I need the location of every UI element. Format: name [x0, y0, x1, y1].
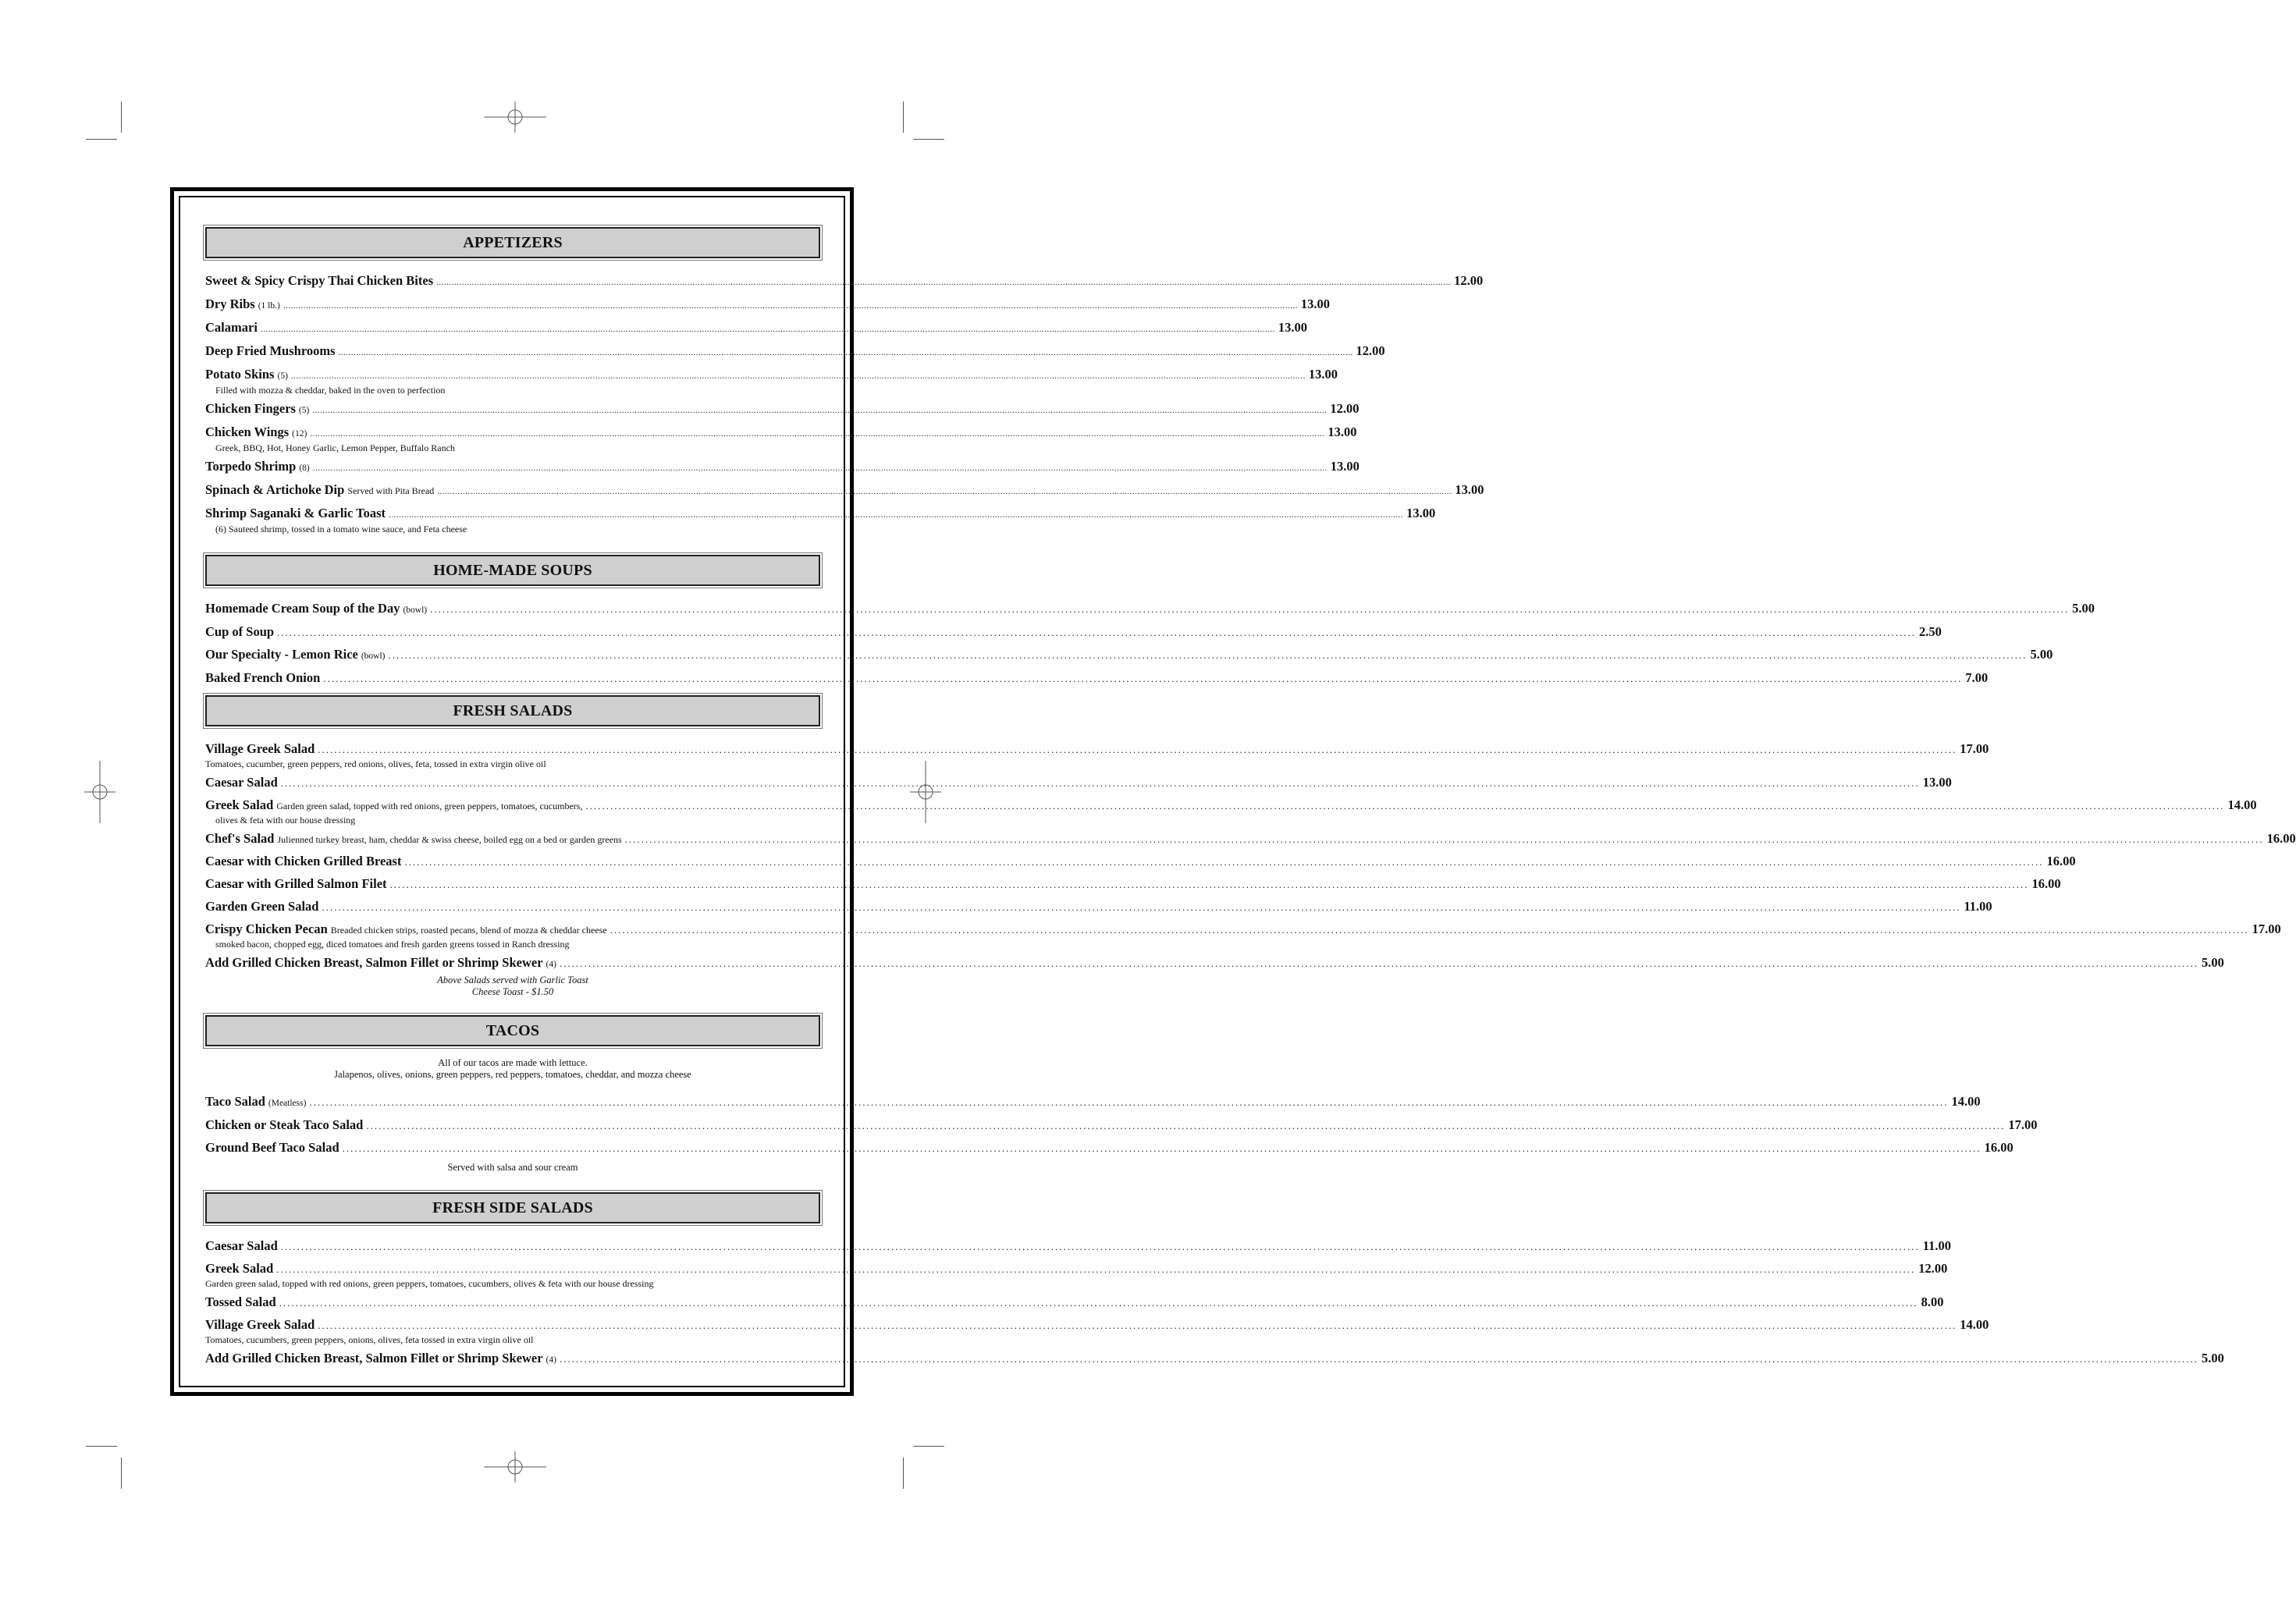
item-price: 5.00	[2201, 955, 2224, 970]
menu-item-row	[205, 319, 1308, 338]
dot-leader: ................................................................................................................................................................................................................................................................................................................................................................................................................	[366, 1120, 2006, 1131]
item-name: Torpedo Shrimp	[205, 459, 297, 474]
item-price: 7.00	[1965, 670, 1989, 685]
item-qualifier: (8)	[299, 463, 310, 473]
menu-item	[205, 296, 1330, 314]
dot-leader: ................................................................................................................................................................................................................................................................................................................................................................................................................	[322, 901, 1961, 913]
item-name: Tossed Salad	[205, 1294, 276, 1309]
item-inline-description: Served with Pita Bread	[347, 485, 435, 496]
item-price: 5.00	[2030, 647, 2053, 662]
crop-mark	[913, 1446, 944, 1447]
item-description: Tomatoes, cucumber, green peppers, red onions, olives, feta, tossed in extra virgin olive oil	[205, 758, 546, 769]
menu-item-row	[205, 921, 2281, 939]
item-price: 11.00	[1964, 899, 1992, 914]
item-price: 13.00	[1308, 367, 1338, 382]
section-footer: Served with salsa and sour cream	[447, 1162, 578, 1173]
menu-item-row	[205, 1294, 1944, 1312]
item-inline-description: Breaded chicken strips, roasted pecans, blend of mozza & cheddar cheese	[330, 925, 607, 936]
section-heading: HOME-MADE SOUPS	[205, 555, 820, 586]
menu-item	[205, 853, 2076, 871]
item-price: 16.00	[1984, 1140, 2013, 1155]
intro-line: Jalapenos, olives, onions, green peppers, red peppers, tomatoes, cheddar, and mozza cheese	[334, 1069, 691, 1080]
item-name: Ground Beef Taco Salad	[205, 1140, 339, 1155]
item-price: 13.00	[1300, 297, 1330, 311]
item-qualifier: (5)	[277, 371, 288, 381]
menu-section	[205, 227, 1484, 534]
menu-item-row	[205, 623, 1942, 641]
menu-item-row	[205, 1316, 1989, 1334]
dot-leader: ................................................................................................................................................................................................................................................................................................................................................................................................................	[276, 1263, 1916, 1275]
crop-mark	[121, 1458, 122, 1489]
item-price: 16.00	[2031, 876, 2061, 891]
item-price: 13.00	[1278, 320, 1308, 335]
item-name: Homemade Cream Soup of the Day	[205, 601, 400, 616]
menu-item-row	[205, 774, 1952, 792]
section-heading: TACOS	[205, 1015, 820, 1046]
item-description: Filled with mozza & cheddar, baked in the oven to perfection	[215, 385, 446, 396]
item-name: Caesar Salad	[205, 1238, 278, 1253]
crop-mark	[86, 139, 117, 140]
item-name: Taco Salad	[205, 1094, 265, 1109]
dot-leader: ................................................................................................................................................................................................................................................................................................................................................................................................................	[277, 627, 1917, 638]
menu-item-row	[205, 424, 1357, 442]
dot-leader: ................................................................................................................................................................................................................................................................................................................................................................................................................	[310, 429, 1325, 439]
dot-leader: ................................................................................................................................................................................................................................................................................................................................................................................................................	[388, 649, 2028, 661]
item-name: Caesar Salad	[205, 775, 278, 790]
menu-item	[205, 740, 1989, 769]
dot-leader: ................................................................................................................................................................................................................................................................................................................................................................................................................	[437, 487, 1452, 496]
menu-item-row	[205, 1238, 1951, 1255]
item-name: Village Greek Salad	[205, 741, 315, 756]
item-name: Our Specialty - Lemon Rice	[205, 647, 358, 662]
item-price: 12.00	[1454, 273, 1484, 288]
item-name: Shrimp Saganaki & Garlic Toast	[205, 506, 386, 520]
dot-leader: ................................................................................................................................................................................................................................................................................................................................................................................................................	[610, 924, 2249, 936]
item-inline-description: Julienned turkey breast, ham, cheddar & swiss cheese, boiled egg on a bed or garden greens	[277, 834, 622, 845]
dot-leader: ................................................................................................................................................................................................................................................................................................................................................................................................................	[338, 348, 1353, 357]
dot-leader: ................................................................................................................................................................................................................................................................................................................................................................................................................	[309, 1096, 1949, 1108]
crop-mark	[86, 1446, 117, 1447]
menu-item	[205, 1117, 2038, 1135]
dot-leader: ................................................................................................................................................................................................................................................................................................................................................................................................................	[389, 879, 2029, 890]
menu-item	[205, 424, 1357, 453]
menu-item	[205, 1294, 1944, 1312]
item-name: Greek Salad	[205, 797, 274, 812]
menu-item	[205, 600, 2095, 619]
item-price: 13.00	[1406, 506, 1436, 520]
menu-item	[205, 898, 1992, 916]
item-price: 8.00	[1921, 1294, 1944, 1309]
dot-leader: ................................................................................................................................................................................................................................................................................................................................................................................................................	[318, 744, 1957, 755]
item-inline-description: Garden green salad, topped with red onions, green peppers, tomatoes, cucumbers,	[276, 801, 583, 811]
menu-item-row	[205, 853, 2076, 871]
item-price: 13.00	[1330, 459, 1359, 474]
menu-item	[205, 1093, 1981, 1112]
item-price: 17.00	[2252, 922, 2281, 936]
menu-item-row	[205, 875, 2061, 893]
item-name: Add Grilled Chicken Breast, Salmon Fillet or Shrimp Skewer	[205, 1351, 543, 1365]
menu-item-row	[205, 669, 1989, 687]
menu-item-row	[205, 296, 1330, 314]
item-price: 14.00	[1951, 1094, 1981, 1109]
menu-item	[205, 646, 2053, 665]
item-price: 13.00	[1327, 424, 1357, 439]
item-name: Chicken Wings	[205, 424, 290, 439]
menu-item	[205, 623, 1942, 641]
menu-item-row	[205, 481, 1484, 500]
intro-line: All of our tacos are made with lettuce.	[438, 1057, 588, 1068]
menu-item	[205, 272, 1484, 291]
menu-section	[205, 1192, 2224, 1369]
menu-item	[205, 774, 1952, 792]
item-name: Deep Fried Mushrooms	[205, 343, 336, 358]
dot-leader: ................................................................................................................................................................................................................................................................................................................................................................................................................	[283, 301, 1298, 311]
note-line: Above Salads served with Garlic Toast	[437, 975, 588, 985]
section-heading: APPETIZERS	[205, 227, 820, 258]
item-qualifier: (bowl)	[403, 605, 428, 615]
item-qualifier: (12)	[292, 429, 307, 439]
item-description: smoked bacon, chopped egg, diced tomatoes and fresh garden greens tossed in Ranch dressing	[215, 939, 570, 950]
item-name: Baked French Onion	[205, 670, 321, 685]
item-description: Garden green salad, topped with red onions, green peppers, tomatoes, cucumbers, olives & feta with our house dressing	[205, 1278, 654, 1289]
menu-item-row	[205, 505, 1436, 524]
menu-section	[205, 695, 2296, 998]
menu-item-row	[205, 400, 1359, 419]
menu-item	[205, 1350, 2224, 1369]
item-qualifier: (bowl)	[361, 652, 386, 661]
dot-leader: ................................................................................................................................................................................................................................................................................................................................................................................................................	[280, 777, 1920, 789]
menu-item	[205, 875, 2061, 893]
menu-item	[205, 458, 1359, 477]
registration-target-icon	[484, 101, 546, 133]
menu-item	[205, 921, 2281, 950]
menu-item	[205, 954, 2224, 973]
menu-item-row	[205, 797, 2257, 815]
dot-leader: ................................................................................................................................................................................................................................................................................................................................................................................................................	[312, 406, 1327, 415]
item-price: 14.00	[2227, 797, 2257, 812]
item-price: 16.00	[2266, 831, 2296, 846]
menu-content	[205, 227, 2296, 1373]
item-qualifier: (1 lb.)	[258, 301, 280, 311]
dot-leader: ................................................................................................................................................................................................................................................................................................................................................................................................................	[430, 603, 2070, 615]
dot-leader: ................................................................................................................................................................................................................................................................................................................................................................................................................	[436, 278, 1452, 287]
dot-leader: ................................................................................................................................................................................................................................................................................................................................................................................................................	[559, 957, 2198, 969]
item-description: Tomatoes, cucumbers, green peppers, onions, olives, feta tossed in extra virgin olive oil	[205, 1334, 534, 1345]
item-price: 14.00	[1960, 1317, 1989, 1332]
menu-item-row	[205, 600, 2095, 619]
menu-item	[205, 400, 1359, 419]
dot-leader: ................................................................................................................................................................................................................................................................................................................................................................................................................	[280, 1241, 1920, 1252]
item-price: 13.00	[1455, 482, 1484, 497]
dot-leader: ................................................................................................................................................................................................................................................................................................................................................................................................................	[312, 463, 1327, 473]
item-name: Sweet & Spicy Crispy Thai Chicken Bites	[205, 273, 434, 288]
item-name: Potato Skins	[205, 367, 275, 382]
menu-item	[205, 366, 1338, 396]
item-price: 12.00	[1356, 343, 1385, 358]
menu-item	[205, 669, 1989, 687]
menu-item-row	[205, 1093, 1981, 1112]
item-price: 17.00	[1960, 741, 1989, 756]
section-intro	[205, 1057, 820, 1081]
menu-item	[205, 1139, 2013, 1157]
item-name: Caesar with Grilled Salmon Filet	[205, 876, 387, 891]
item-description: Greek, BBQ, Hot, Honey Garlic, Lemon Pepper, Buffalo Ranch	[215, 442, 455, 453]
item-price: 12.00	[1330, 401, 1359, 416]
menu-item	[205, 1316, 1989, 1345]
registration-target-icon	[484, 1451, 546, 1483]
item-price: 5.00	[2201, 1351, 2224, 1365]
menu-item-row	[205, 1350, 2224, 1369]
menu-item-row	[205, 954, 2224, 973]
dot-leader: ................................................................................................................................................................................................................................................................................................................................................................................................................	[290, 371, 1306, 381]
menu-item-row	[205, 272, 1484, 291]
item-qualifier: (4)	[546, 960, 556, 969]
menu-item	[205, 319, 1308, 338]
menu-item	[205, 1260, 1948, 1289]
registration-target-icon	[84, 761, 116, 823]
menu-item-row	[205, 343, 1385, 361]
item-name: Spinach & Artichoke Dip	[205, 482, 345, 497]
item-name: Greek Salad	[205, 1261, 274, 1276]
menu-item	[205, 481, 1484, 500]
dot-leader: ................................................................................................................................................................................................................................................................................................................................................................................................................	[624, 833, 2264, 845]
crop-mark	[121, 101, 122, 133]
section-heading: FRESH SIDE SALADS	[205, 1192, 820, 1223]
item-description: (6) Sauteed shrimp, tossed in a tomato wine sauce, and Feta cheese	[215, 524, 467, 534]
crop-mark	[903, 101, 904, 133]
menu-item-row	[205, 898, 1992, 916]
menu-item-row	[205, 1117, 2038, 1135]
item-name: Caesar with Chicken Grilled Breast	[205, 854, 402, 868]
dot-leader: ................................................................................................................................................................................................................................................................................................................................................................................................................	[260, 325, 1275, 334]
item-price: 5.00	[2072, 601, 2095, 616]
menu-item-row	[205, 740, 1989, 758]
item-name: Village Greek Salad	[205, 1317, 315, 1332]
menu-section	[205, 1015, 2038, 1174]
item-name: Chicken Fingers	[205, 401, 296, 416]
dot-leader: ................................................................................................................................................................................................................................................................................................................................................................................................................	[585, 800, 2225, 811]
menu-item	[205, 830, 2296, 848]
item-name: Cup of Soup	[205, 624, 275, 639]
item-price: 16.00	[2046, 854, 2076, 868]
dot-leader: ................................................................................................................................................................................................................................................................................................................................................................................................................	[559, 1353, 2198, 1365]
item-name: Chef's Salad	[205, 831, 275, 846]
menu-item	[205, 797, 2257, 826]
item-name: Add Grilled Chicken Breast, Salmon Fillet or Shrimp Skewer	[205, 955, 543, 970]
menu-item	[205, 343, 1385, 361]
dot-leader: ................................................................................................................................................................................................................................................................................................................................................................................................................	[318, 1319, 1957, 1331]
item-price: 2.50	[1919, 624, 1942, 639]
item-name: Calamari	[205, 320, 258, 335]
section-heading: FRESH SALADS	[205, 695, 820, 726]
dot-leader: ................................................................................................................................................................................................................................................................................................................................................................................................................	[404, 856, 2044, 868]
crop-mark	[903, 1458, 904, 1489]
dot-leader: ................................................................................................................................................................................................................................................................................................................................................................................................................	[323, 673, 1963, 684]
item-name: Garden Green Salad	[205, 899, 319, 914]
item-name: Dry Ribs	[205, 297, 255, 311]
menu-item	[205, 505, 1436, 534]
item-price: 11.00	[1922, 1238, 1951, 1253]
crop-mark	[913, 139, 944, 140]
item-name: Chicken or Steak Taco Salad	[205, 1117, 364, 1132]
menu-item-row	[205, 830, 2296, 848]
item-qualifier: (4)	[546, 1355, 556, 1365]
menu-item-row	[205, 1139, 2013, 1157]
menu-item-row	[205, 366, 1338, 385]
menu-item-row	[205, 1260, 1948, 1278]
dot-leader: ................................................................................................................................................................................................................................................................................................................................................................................................................	[389, 510, 1404, 520]
menu-section	[205, 555, 2095, 687]
menu-item	[205, 1238, 1951, 1255]
item-qualifier: (5)	[298, 406, 310, 415]
item-description: olives & feta with our house dressing	[215, 815, 356, 826]
dot-leader: ................................................................................................................................................................................................................................................................................................................................................................................................................	[279, 1297, 1918, 1309]
note-line: Cheese Toast - $1.50	[471, 986, 554, 997]
item-name: Crispy Chicken Pecan	[205, 922, 328, 936]
menu-item-row	[205, 646, 2053, 665]
item-price: 12.00	[1918, 1261, 1948, 1276]
item-price: 17.00	[2008, 1117, 2038, 1132]
section-notes	[205, 975, 820, 998]
menu-item-row	[205, 458, 1359, 477]
item-price: 13.00	[1922, 775, 1952, 790]
dot-leader: ................................................................................................................................................................................................................................................................................................................................................................................................................	[342, 1142, 1981, 1154]
item-qualifier: (Meatless)	[268, 1099, 307, 1108]
